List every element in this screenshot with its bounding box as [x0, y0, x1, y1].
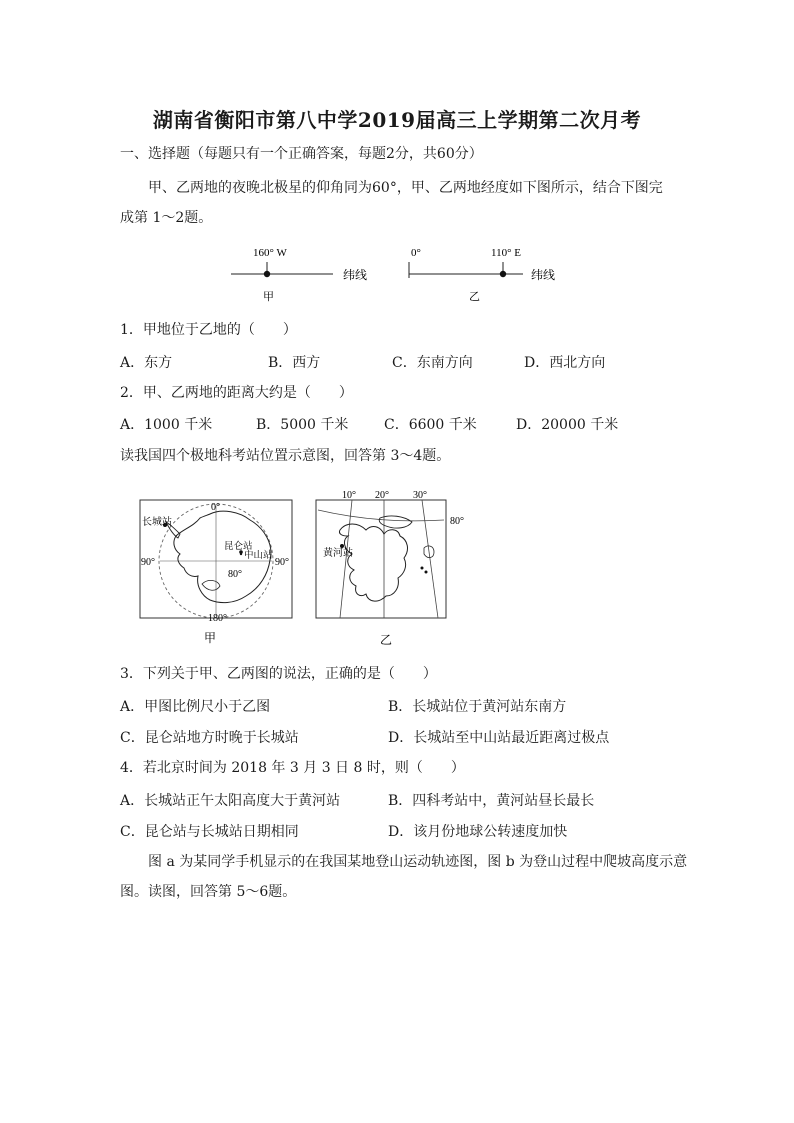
island-dot-2	[425, 571, 428, 574]
intro-3-line-2: 图。读图，回答第 5～6题。	[120, 884, 297, 900]
question-1-option-a[interactable]: A．东方	[120, 355, 173, 371]
question-3-option-c[interactable]: C．昆仑站地方时晚于长城站	[120, 730, 299, 746]
intro-1-line-2: 成第 1～2题。	[120, 210, 213, 226]
map-jia-label: 甲	[204, 631, 217, 645]
map-yi-lon-20: 20°	[375, 490, 389, 501]
question-4-option-d[interactable]: D．该月份地球公转速度加快	[388, 824, 568, 840]
question-4-option-b[interactable]: B．四科考站中，黄河站昼长最长	[388, 793, 595, 809]
map-yi-label: 乙	[380, 633, 393, 647]
map-jia	[140, 500, 292, 645]
huanghe-label: 黄河站	[323, 548, 353, 559]
question-2-option-d[interactable]: D．20000 千米	[516, 417, 619, 433]
question-1-option-c[interactable]: C．东南方向	[392, 355, 473, 371]
question-3-option-a[interactable]: A．甲图比例尺小于乙图	[120, 699, 271, 715]
map-yi-lon-10: 10°	[342, 490, 356, 501]
question-1-stem: 1．甲地位于乙地的（ ）	[120, 322, 297, 338]
intro-2: 读我国四个极地科考站位置示意图，回答第 3～4题。	[120, 448, 451, 464]
map-jia-lat-80: 80°	[228, 569, 242, 580]
changcheng-label: 长城站	[142, 517, 172, 528]
question-3-option-b[interactable]: B．长城站位于黄河站东南方	[388, 699, 567, 715]
intro-1-line-1: 甲、乙两地的夜晚北极星的仰角同为60°，甲、乙两地经度如下图所示，结合下图完	[148, 180, 663, 196]
question-2-option-a[interactable]: A．1000 千米	[120, 417, 213, 433]
yi-longitude-label: 110° E	[491, 247, 521, 259]
question-3-option-d[interactable]: D．长城站至中山站最近距离过极点	[388, 730, 610, 746]
question-3-stem: 3．下列关于甲、乙两图的说法，正确的是（ ）	[120, 666, 437, 682]
yi-parallel-label: 纬线	[531, 268, 556, 282]
map-jia-lon-90-east: 90°	[275, 557, 289, 568]
jia-diagram	[231, 247, 367, 303]
question-4-stem: 4．若北京时间为 2018 年 3 月 3 日 8 时，则（ ）	[120, 760, 465, 776]
map-jia-lon-0: 0°	[211, 502, 220, 513]
yi-zero-longitude-label: 0°	[411, 247, 421, 259]
question-2-option-c[interactable]: C．6600 千米	[384, 417, 477, 433]
polar-stations-figure	[128, 488, 464, 648]
section-heading: 一、选择题（每题只有一个正确答案，每题2分，共60分）	[120, 146, 483, 162]
jia-longitude-label: 160° W	[253, 247, 287, 259]
page-title: 湖南省衡阳市第八中学2019届高三上学期第二次月考	[152, 108, 642, 132]
island-dot-1	[421, 567, 424, 570]
map-yi-lat-80: 80°	[450, 516, 464, 527]
jia-parallel-label: 纬线	[343, 268, 368, 282]
yi-label: 乙	[469, 291, 480, 303]
kunlun-label: 昆仑站	[224, 542, 253, 552]
question-1-option-d[interactable]: D．西北方向	[524, 355, 606, 371]
map-jia-lon-180: 180°	[208, 613, 227, 624]
map-jia-lon-90-west: 90°	[141, 557, 155, 568]
jia-label: 甲	[263, 291, 274, 303]
longitude-figure	[225, 238, 565, 304]
question-4-option-c[interactable]: C．昆仑站与长城站日期相同	[120, 824, 299, 840]
map-yi-lon-30: 30°	[413, 490, 427, 501]
zhongshan-label: 中山站	[244, 551, 273, 561]
question-2-option-b[interactable]: B．5000 千米	[256, 417, 349, 433]
map-yi	[316, 490, 464, 647]
yi-point	[500, 271, 506, 277]
question-2-stem: 2．甲、乙两地的距离大约是（ ）	[120, 385, 353, 401]
intro-3-line-1: 图 a 为某同学手机显示的在我国某地登山运动轨迹图，图 b 为登山过程中爬坡高度示意	[148, 854, 688, 870]
zhongshan-station-marker	[240, 553, 242, 555]
question-1-option-b[interactable]: B．西方	[268, 355, 321, 371]
jia-point	[264, 271, 270, 277]
question-4-option-a[interactable]: A．长城站正午太阳高度大于黄河站	[120, 793, 341, 809]
yi-diagram	[409, 247, 555, 303]
